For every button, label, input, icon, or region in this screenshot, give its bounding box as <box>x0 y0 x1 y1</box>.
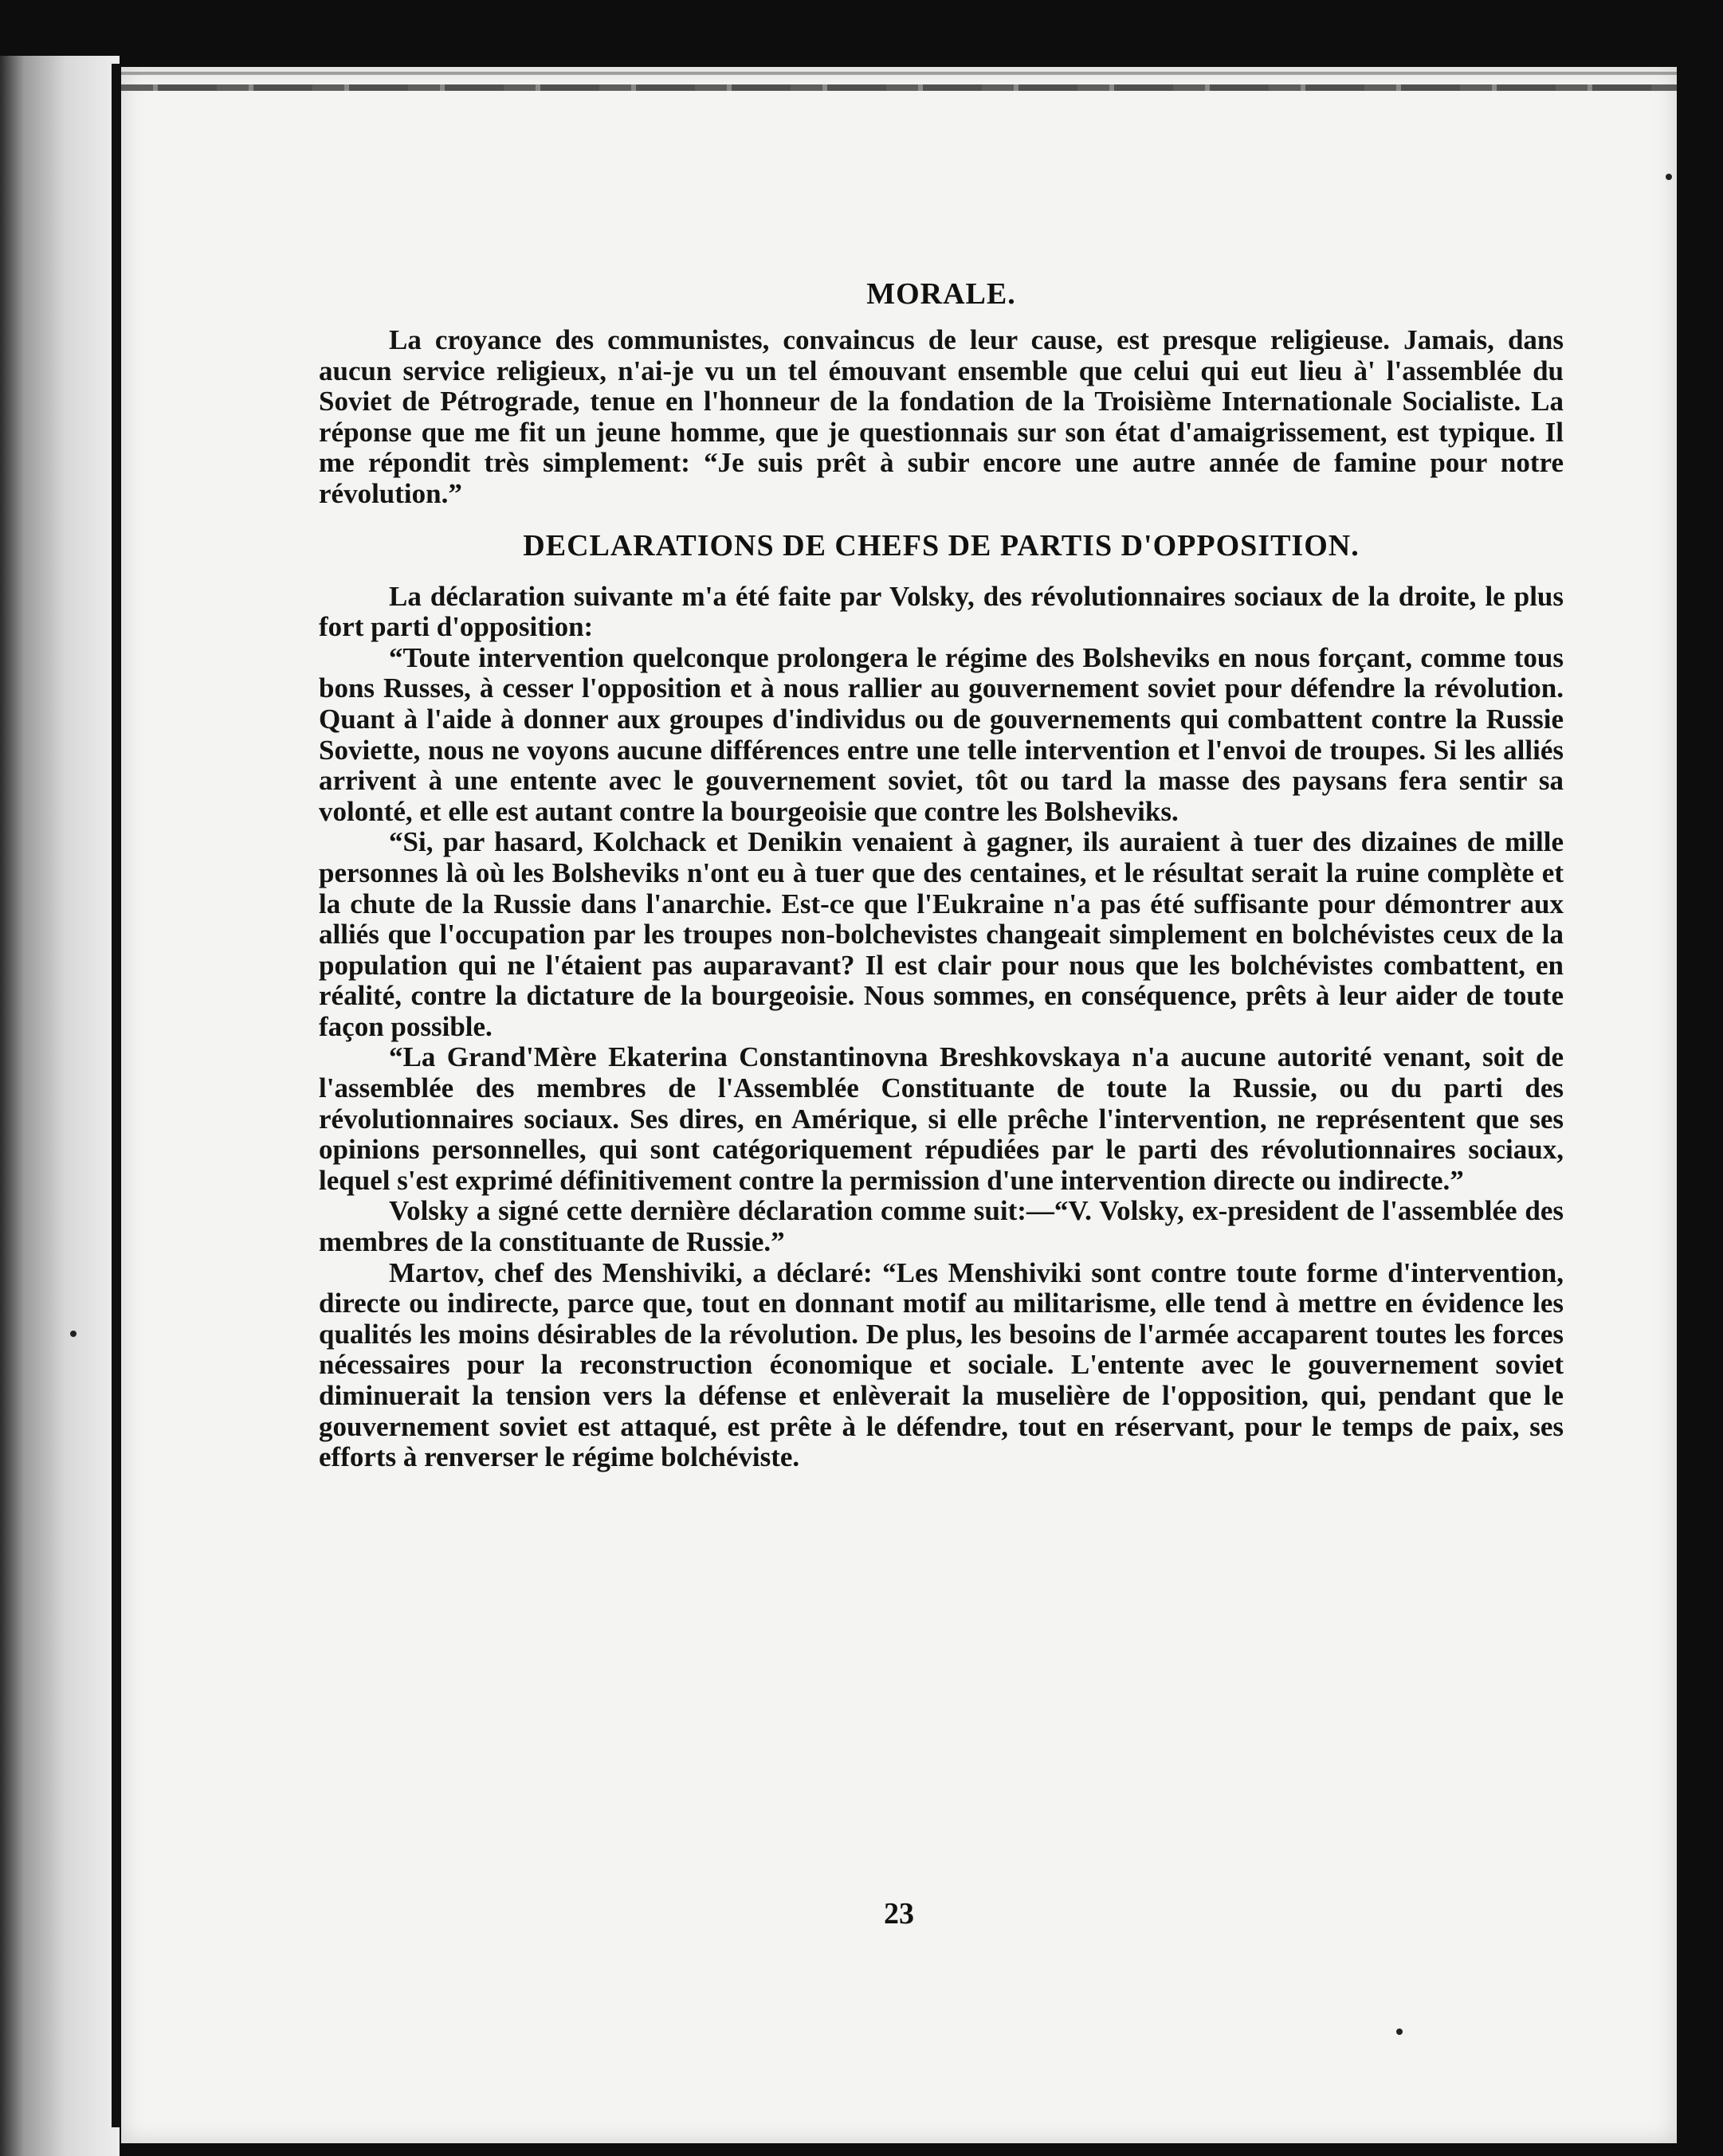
section-heading-declarations: DECLARATIONS DE CHEFS DE PARTIS D'OPPOSITION. <box>523 528 1360 563</box>
scan-speck <box>70 1331 77 1337</box>
paragraph: “Toute intervention quelconque prolongera le régime des Bolsheviks en nous forçant, comme tous bons Russes, à cesser l'opposition et à nous rallier au gouvernement soviet pour défendre la révolution. Quant à l'aide à donner aux groupes d'individus ou de gouvernements qui combattent contre la Russie Soviette, nous ne voyons aucune différences entre une telle intervention et l'envoi de troupes. Si les alliés arrivent à une entente avec le gouvernement soviet, tôt ou tard la masse des paysans fera sentir sa volonté, et elle est autant contre la bourgeoisie que contre les Bolsheviks. <box>319 641 1564 827</box>
text-body <box>319 276 1564 1473</box>
scan-speck <box>1666 174 1672 180</box>
top-border-rule <box>121 84 1677 91</box>
page-number: 23 <box>884 1897 914 1931</box>
paragraph: “Si, par hasard, Kolchack et Denikin venaient à gagner, ils auraient à tuer des dizaines de mille personnes là où les Bolsheviks n'ont eu à tuer que des centaines, et le résultat serait la ruine complète et la chute de la Russie dans l'anarchie. Est-ce que l'Eukraine n'a pas été suffisante pour démontrer aux alliés que l'occupation par les troupes non-bolchevistes changeait simplement en bolchévistes ceux de la population qui ne l'étaient pas auparavant? Il est clair pour nous que les bolchévistes combattent, en réalité, contre la dictature de la bourgeoisie. Nous sommes, en conséquence, prêts à leur aider de toute façon possible. <box>319 826 1564 1042</box>
top-edge-rule <box>121 72 1677 75</box>
paragraph: Martov, chef des Menshiviki, a déclaré: “Les Menshiviki sont contre toute forme d'intervention, directe ou indirecte, parce que, tout en donnant motif au militarisme, elle tend à mettre en évidence les qualités les moins désirables de la révolution. De plus, les besoins de l'armée accaparent toutes les forces nécessaires pour la reconstruction économique et sociale. L'entente avec le gouvernement soviet diminuerait la tension vers la défense et enlèverait la muselière de l'opposition, qui, pendant que le gouvernement soviet est attaqué, est prête à le défendre, tout en réservant, pour le temps de paix, ses efforts à renverser le régime bolchéviste. <box>319 1256 1564 1473</box>
section-heading-morale: MORALE. <box>866 277 1016 311</box>
binding-edge <box>112 64 120 2127</box>
paragraph: Volsky a signé cette dernière déclaration comme suit:—“V. Volsky, ex-president de l'assemblée des membres de la constituante de Russie.” <box>319 1195 1564 1258</box>
paragraph: “La Grand'Mère Ekaterina Constantinovna Breshkovskaya n'a aucune autorité venant, soit de l'assemblée des membres de l'Assemblée Constituante de toute la Russie, ou du parti des révolutionnaires sociaux. Ses dires, en Amérique, si elle prêche l'intervention, ne représentent que ses opinions personnelles, qui sont catégoriquement répudiées par le parti des révolutionnaires sociaux, lequel s'est exprimé définitivement contre la permission d'une intervention directe ou indirecte.” <box>319 1041 1564 1196</box>
paragraph-morale: La croyance des communistes, convaincus de leur cause, est presque religieuse. Jamais, dans aucun service religieux, n'ai-je vu un tel émouvant ensemble que celui qui eut lieu à' l'assemblée du Soviet de Pétrograde, tenue en l'honneur de la fondation de la Troisième Internationale Socialiste. La réponse que me fit un jeune homme, que je questionnais sur son état d'amaigrissement, est typique. Il me répondit très simplement: “Je suis prêt à subir encore une autre année de famine pour notre révolution.” <box>319 324 1564 509</box>
paragraph: La déclaration suivante m'a été faite par Volsky, des révolutionnaires sociaux de la droite, le plus fort parti d'opposition: <box>319 580 1564 643</box>
document-page <box>121 67 1677 2143</box>
scan-margin <box>0 56 120 2156</box>
scan-speck <box>1396 2029 1403 2035</box>
